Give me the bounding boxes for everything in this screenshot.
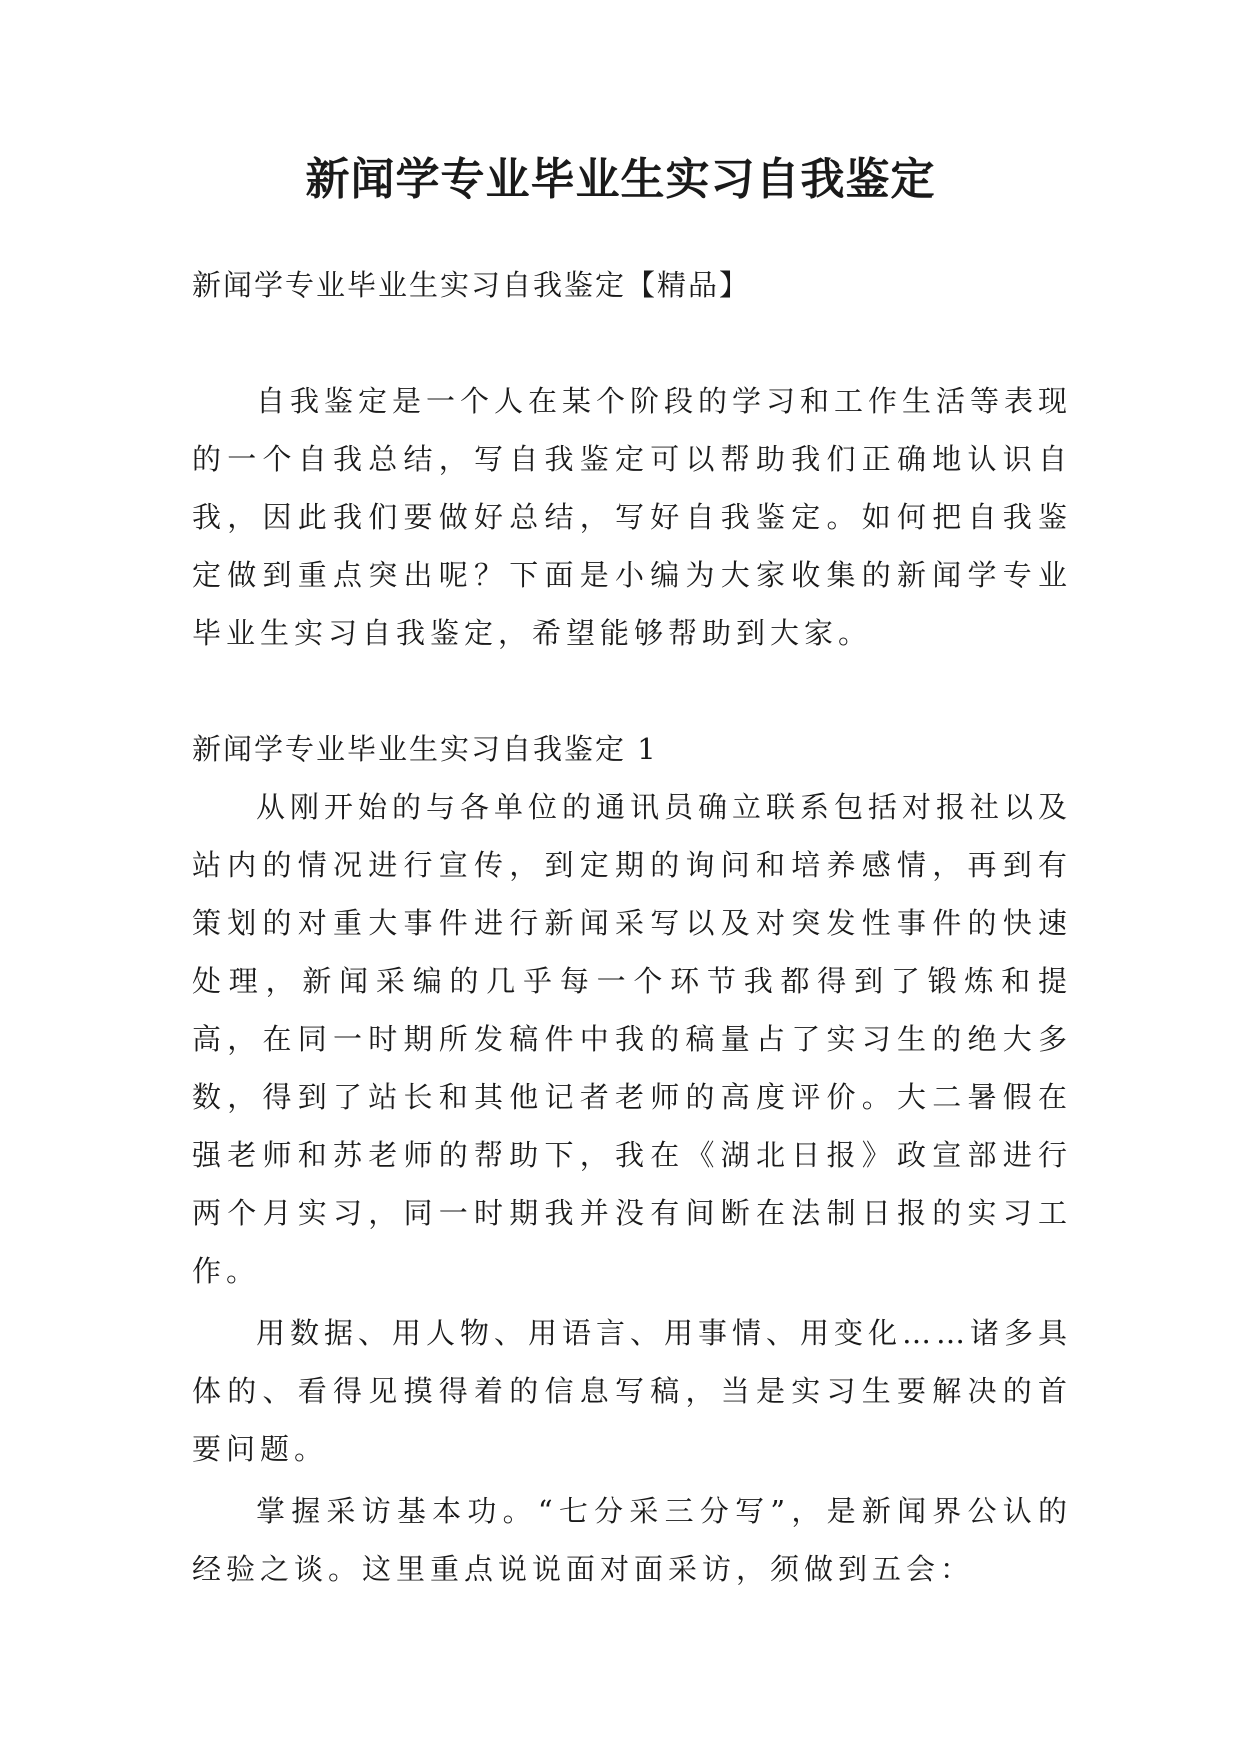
spacer	[192, 662, 1072, 720]
section-heading: 新闻学专业毕业生实习自我鉴定 1	[192, 732, 658, 766]
body-paragraph: 用数据、用人物、用语言、用事情、用变化……诸多具体的、看得见摸得着的信息写稿，当是实习生要解决的首要问题。	[192, 1316, 1073, 1466]
body-paragraph: 从刚开始的与各单位的通讯员确立联系包括对报社以及站内的情况进行宣传，到定期的询问和培养感情，再到有策划的对重大事件进行新闻采写以及对突发性事件的快速处理，新闻采编的几乎每一个环节我都得到了锻炼和提高，在同一时期所发稿件中我的稿量占了实习生的绝大多数，得到了站长和其他记者老师的高度评价。大二暑假在强老师和苏老师的帮助下，我在《湖北日报》政宣部进行两个月实习，同一时期我并没有间断在法制日报的实习工作。	[192, 790, 1073, 1288]
document-body	[192, 256, 1072, 1598]
intro-paragraph: 自我鉴定是一个人在某个阶段的学习和工作生活等表现的一个自我总结，写自我鉴定可以帮助我们正确地认识自我，因此我们要做好总结，写好自我鉴定。如何把自我鉴定做到重点突出呢？下面是小编为大家收集的新闻学专业毕业生实习自我鉴定，希望能够帮助到大家。	[192, 384, 1073, 650]
body-paragraph: 掌握采访基本功。“七分采三分写”，是新闻界公认的经验之谈。这里重点说说面对面采访，须做到五会：	[192, 1494, 1072, 1586]
document-title: 新闻学专业毕业生实习自我鉴定	[305, 154, 936, 205]
spacer	[192, 314, 1072, 372]
document-subtitle: 新闻学专业毕业生实习自我鉴定【精品】	[192, 268, 751, 302]
